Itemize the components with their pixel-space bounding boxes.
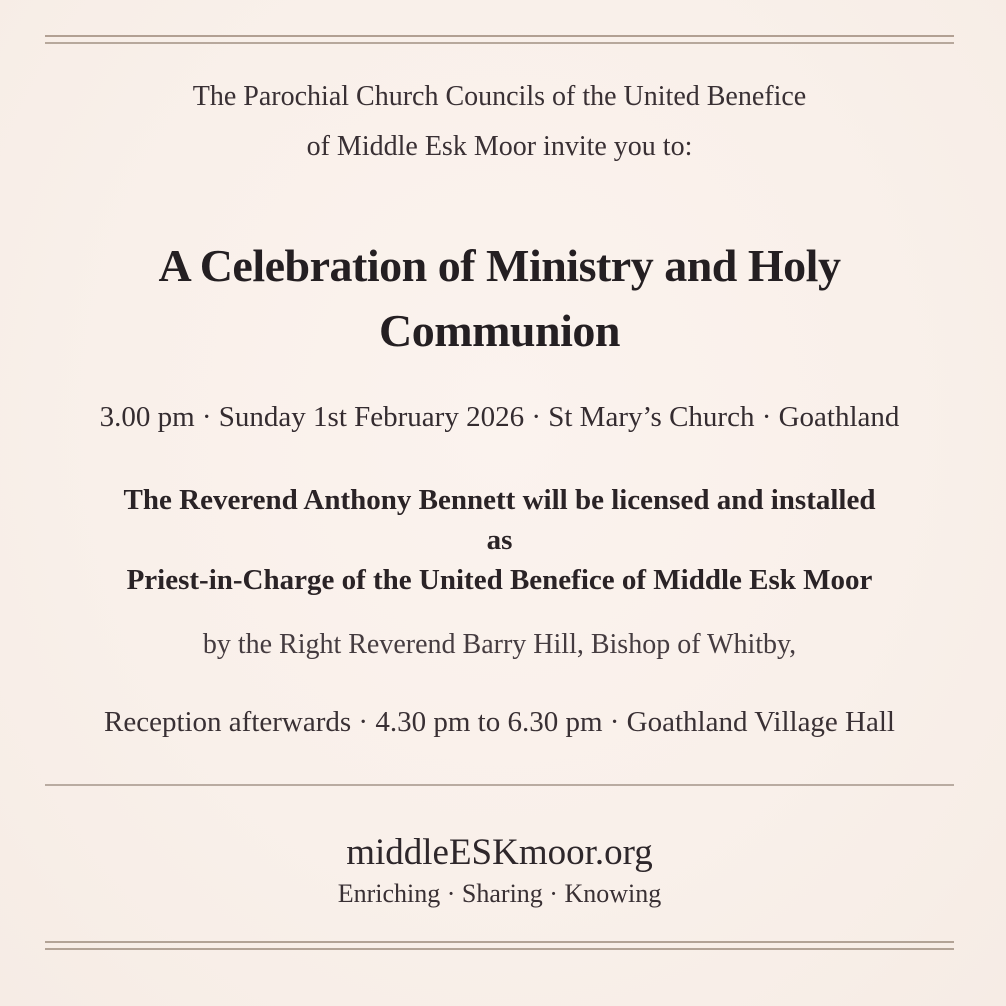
bottom-double-divider	[45, 941, 954, 950]
licensing-line-3: Priest-in-Charge of the United Benefice of Middle Esk Moor	[126, 564, 873, 596]
footer-divider	[45, 784, 954, 786]
tagline: Enriching · Sharing · Knowing	[337, 879, 662, 908]
event-title-line-1: A Celebration of Ministry and Holy	[158, 240, 841, 291]
officiant-line: by the Right Reverend Barry Hill, Bishop of Whitby,	[202, 629, 797, 660]
licensing-line-1: The Reverend Anthony Bennett will be licensed and installed	[123, 484, 876, 516]
top-double-divider	[45, 35, 954, 44]
event-title-line-2: Communion	[379, 305, 620, 356]
intro-line-1: The Parochial Church Councils of the United Benefice	[192, 81, 807, 112]
event-title	[45, 233, 954, 363]
event-datetime-location: 3.00 pm · Sunday 1st February 2026 · St Mary’s Church · Goathland	[99, 401, 900, 433]
website-url: middleESKmoor.org	[346, 832, 653, 873]
intro-line-2: of Middle Esk Moor invite you to:	[306, 131, 693, 162]
licensing-line-2: as	[486, 524, 513, 556]
reception-details: Reception afterwards · 4.30 pm to 6.30 pm · Goathland Village Hall	[103, 706, 895, 738]
intro-text	[45, 72, 954, 172]
licensing-announcement	[45, 480, 954, 600]
